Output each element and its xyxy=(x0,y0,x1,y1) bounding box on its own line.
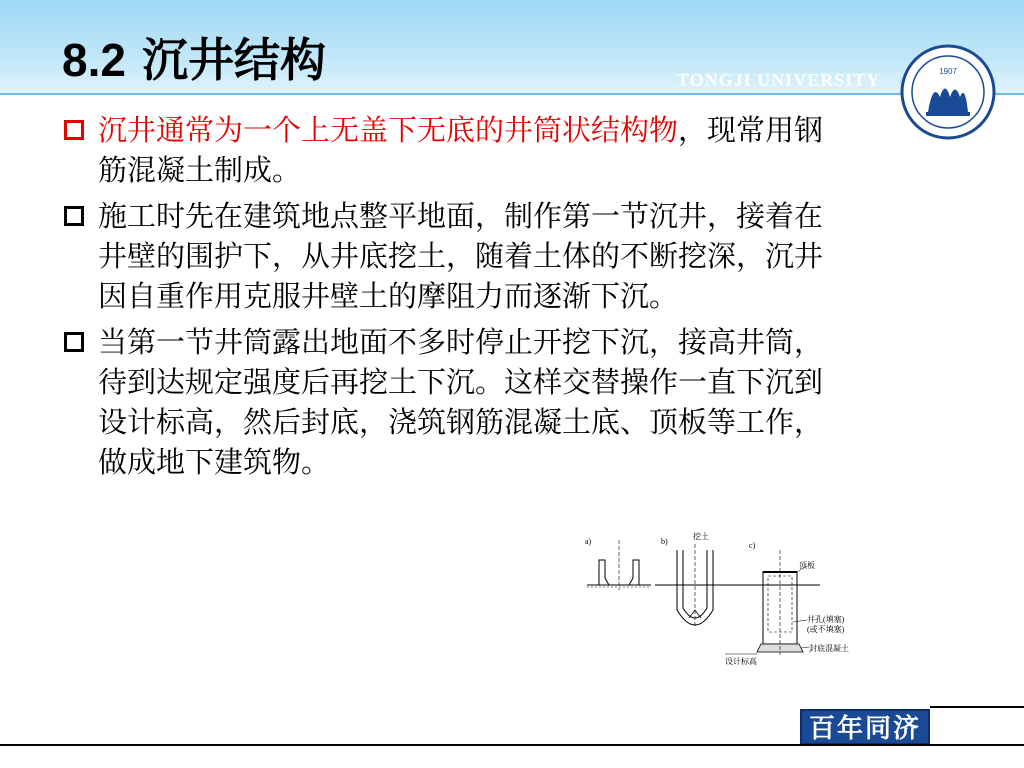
bullet-text-line: 筋混凝土制成。 xyxy=(98,153,302,187)
bullet-square-icon xyxy=(64,206,84,226)
footer-line xyxy=(0,744,1024,746)
bullet-item-definition xyxy=(62,110,962,190)
footer-rule xyxy=(930,706,1024,708)
university-name: TONGJI UNIVERSITY xyxy=(677,70,881,90)
header-divider xyxy=(0,93,1024,95)
bullet-text-part: ，现常用钢 xyxy=(678,113,824,147)
bullet-item-construction xyxy=(62,196,962,316)
bullet-text xyxy=(98,196,962,316)
figure-label-design-level: 设计标高 xyxy=(725,657,757,666)
bullet-text xyxy=(98,322,962,482)
seal-year: 1907 xyxy=(939,67,957,76)
figure-label-roof: 顶板 xyxy=(799,561,815,570)
figure-label-or-not: (或不填塞) xyxy=(807,625,845,634)
bullet-text xyxy=(98,110,962,190)
figure-label-c: c) xyxy=(749,541,756,550)
bullet-text-line: 当第一节井筒露出地面不多时停止开挖下沉，接高井筒， xyxy=(98,325,824,359)
page-title xyxy=(62,30,326,90)
figure-label-dig: 挖土 xyxy=(693,532,709,541)
caisson-diagram xyxy=(585,530,855,670)
section-title: 沉井结构 xyxy=(141,33,326,87)
figure-label-a: a) xyxy=(585,537,592,546)
bullet-text-line: 施工时先在建筑地点整平地面，制作第一节沉井，接着在 xyxy=(98,199,824,233)
bullet-square-icon xyxy=(64,332,84,352)
figure-label-seal-concrete: 封底混凝土 xyxy=(809,644,849,653)
figure-label-b: b) xyxy=(661,537,668,546)
motto-badge: 百年同济 xyxy=(800,709,930,745)
bullet-text-line: 待到达规定强度后再挖土下沉。这样交替操作一直下沉到 xyxy=(98,365,824,399)
bullet-item-sinking-process xyxy=(62,322,962,482)
bullet-text-line: 因自重作用克服井壁土的摩阻力而逐渐下沉。 xyxy=(98,279,679,313)
highlighted-definition: 沉井通常为一个上无盖下无底的井筒状结构物 xyxy=(98,113,679,147)
section-number: 8.2 xyxy=(62,34,126,86)
bullet-square-icon xyxy=(64,120,84,140)
figure-label-well-hole: 井孔(填塞) xyxy=(807,615,845,624)
bullet-text-line: 井壁的围护下，从井底挖土，随着土体的不断挖深，沉井 xyxy=(98,239,824,273)
bullet-list xyxy=(62,110,962,488)
bullet-text-line: 设计标高，然后封底，浇筑钢筋混凝土底、顶板等工作， xyxy=(98,405,824,439)
bullet-text-line: 做成地下建筑物。 xyxy=(98,445,331,479)
